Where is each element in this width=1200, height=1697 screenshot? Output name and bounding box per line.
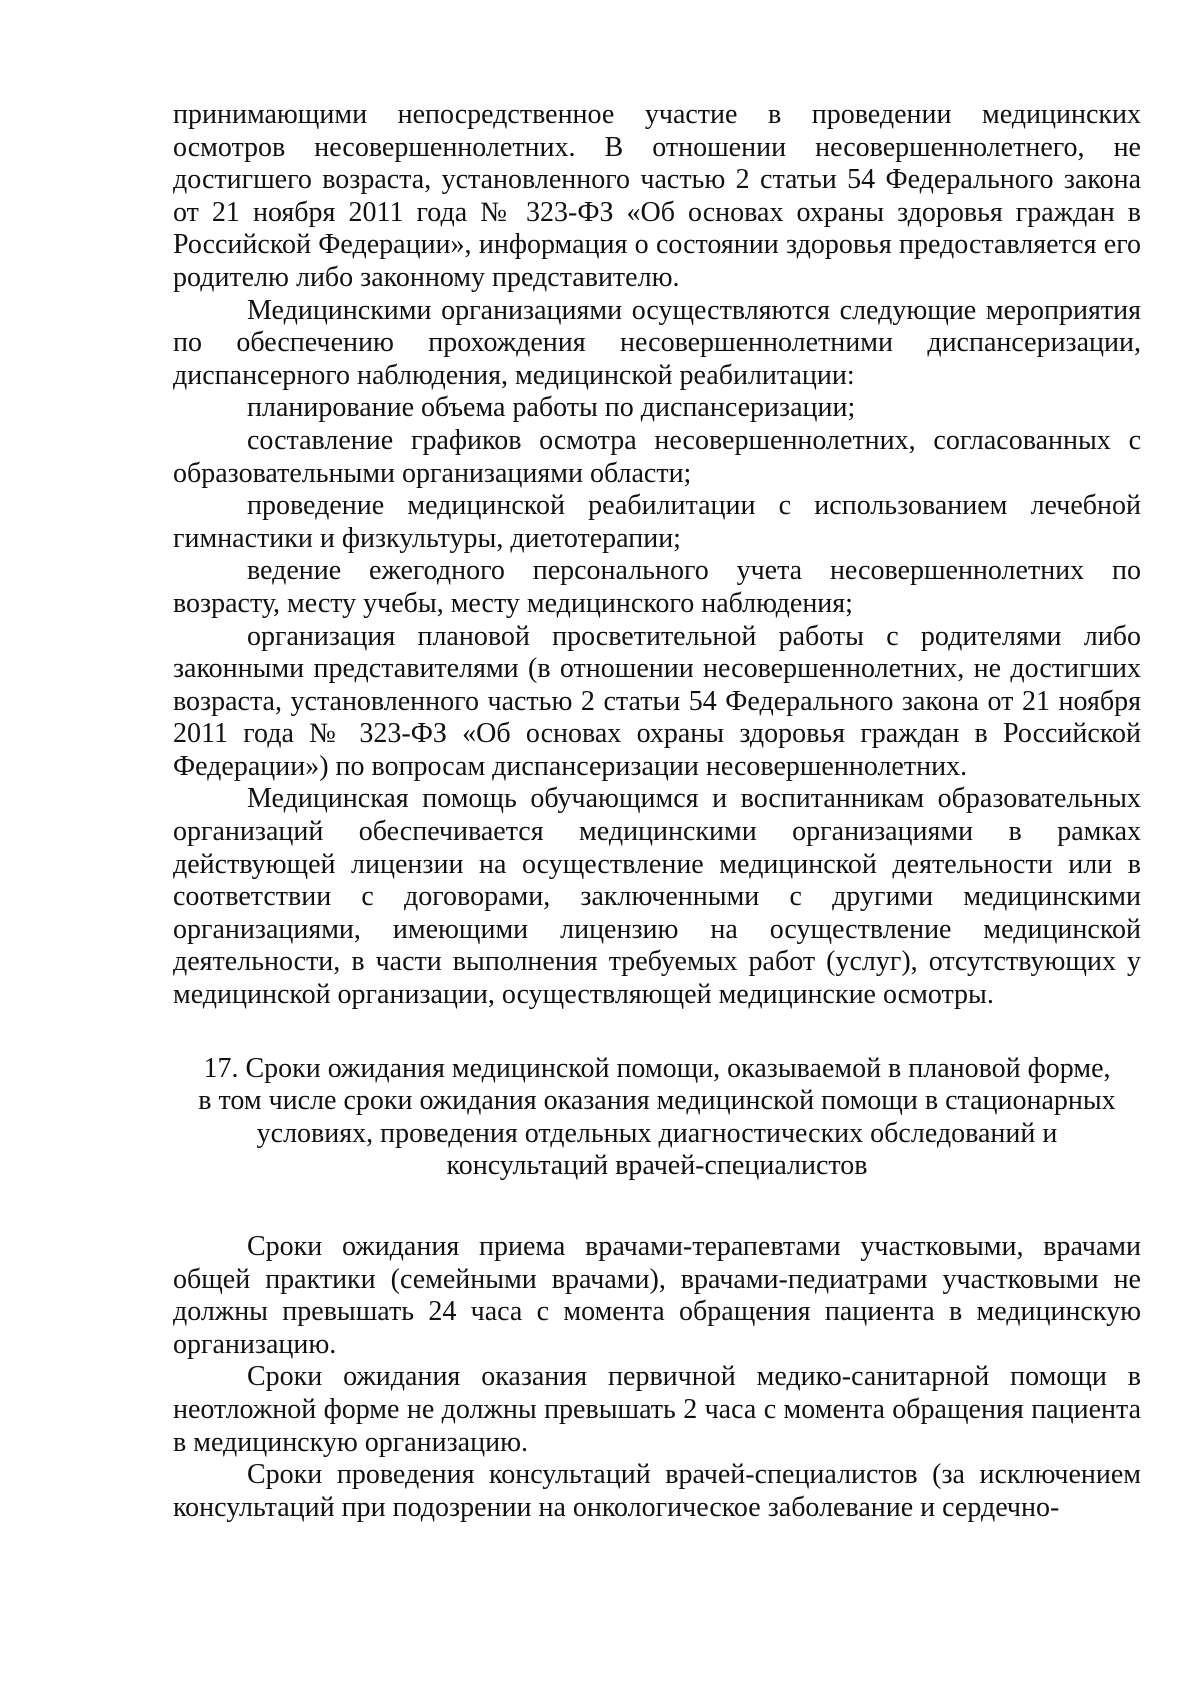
- section-title-line: условиях, проведения отдельных диагностических обследований и: [256, 1117, 1058, 1149]
- paragraph-waiting-therapists: Сроки ожидания приема врачами-терапевтами участковыми, врачами общей практики (семейными врачами), врачами-педиатрами участковыми не должны превышать 24 часа с момента обращения пациента в медицинскую организацию.: [173, 1231, 1141, 1360]
- list-item-rehabilitation: проведение медицинской реабилитации с использованием лечебной гимнастики и физкультуры, диетотерапии;: [173, 490, 1141, 554]
- paragraph-continuation: принимающими непосредственное участие в проведении медицинских осмотров несовершеннолетних. В отношении несовершеннолетнего, не достигшего возраста, установленного частью 2 статьи 54 Федерального закона от 21 ноября 2011 года № 323-ФЗ «Об основах охраны здоровья граждан в Российской Федерации», информация о состоянии здоровья предоставляется его родителю либо законному представителю.: [173, 99, 1141, 293]
- section-title-line: консультаций врачей-специалистов: [446, 1150, 868, 1182]
- paragraph-consultations: Сроки проведения консультаций врачей-специалистов (за исключением консультаций при подозрении на онкологическое заболевание и сердечно-: [173, 1459, 1141, 1523]
- section-title-line: 17. Сроки ожидания медицинской помощи, оказываемой в плановой форме,: [203, 1052, 1111, 1084]
- paragraph-measures-intro: Медицинскими организациями осуществляются следующие мероприятия по обеспечению прохождения несовершеннолетними диспансеризации, диспансерного наблюдения, медицинской реабилитации:: [173, 294, 1141, 391]
- list-item-planning: планирование объема работы по диспансеризации;: [247, 392, 856, 424]
- paragraph-medical-help-students: Медицинская помощь обучающимся и воспитанникам образовательных организаций обеспечивается медицинскими организациями в рамках действующей лицензии на осуществление медицинской деятельности или в соответствии с договорами, заключенными с другими медицинскими организациями, имеющими лицензию на осуществление медицинской деятельности, в части выполнения требуемых работ (услуг), отсутствующих у медицинской организации, осуществляющей медицинские осмотры.: [173, 783, 1141, 1011]
- paragraph-waiting-urgent: Сроки ожидания оказания первичной медико-санитарной помощи в неотложной форме не должны превышать 2 часа с момента обращения пациента в медицинскую организацию.: [173, 1361, 1141, 1458]
- list-item-education-work: организация плановой просветительной работы с родителями либо законными представителями (в отношении несовершеннолетних, не достигших возраста, установленного частью 2 статьи 54 Федерального закона от 21 ноября 2011 года № 323-ФЗ «Об основах охраны здоровья граждан в Российской Федерации») по вопросам диспансеризации несовершеннолетних.: [173, 620, 1141, 782]
- list-item-accounting: ведение ежегодного персонального учета несовершеннолетних по возрасту, месту учебы, месту медицинского наблюдения;: [173, 555, 1141, 619]
- list-item-schedules: составление графиков осмотра несовершеннолетних, согласованных с образовательными организациями области;: [173, 424, 1141, 489]
- section-title: [173, 1053, 1141, 1183]
- section-title-line: в том числе сроки ожидания оказания медицинской помощи в стационарных: [198, 1085, 1116, 1117]
- document-body: [173, 99, 1141, 1524]
